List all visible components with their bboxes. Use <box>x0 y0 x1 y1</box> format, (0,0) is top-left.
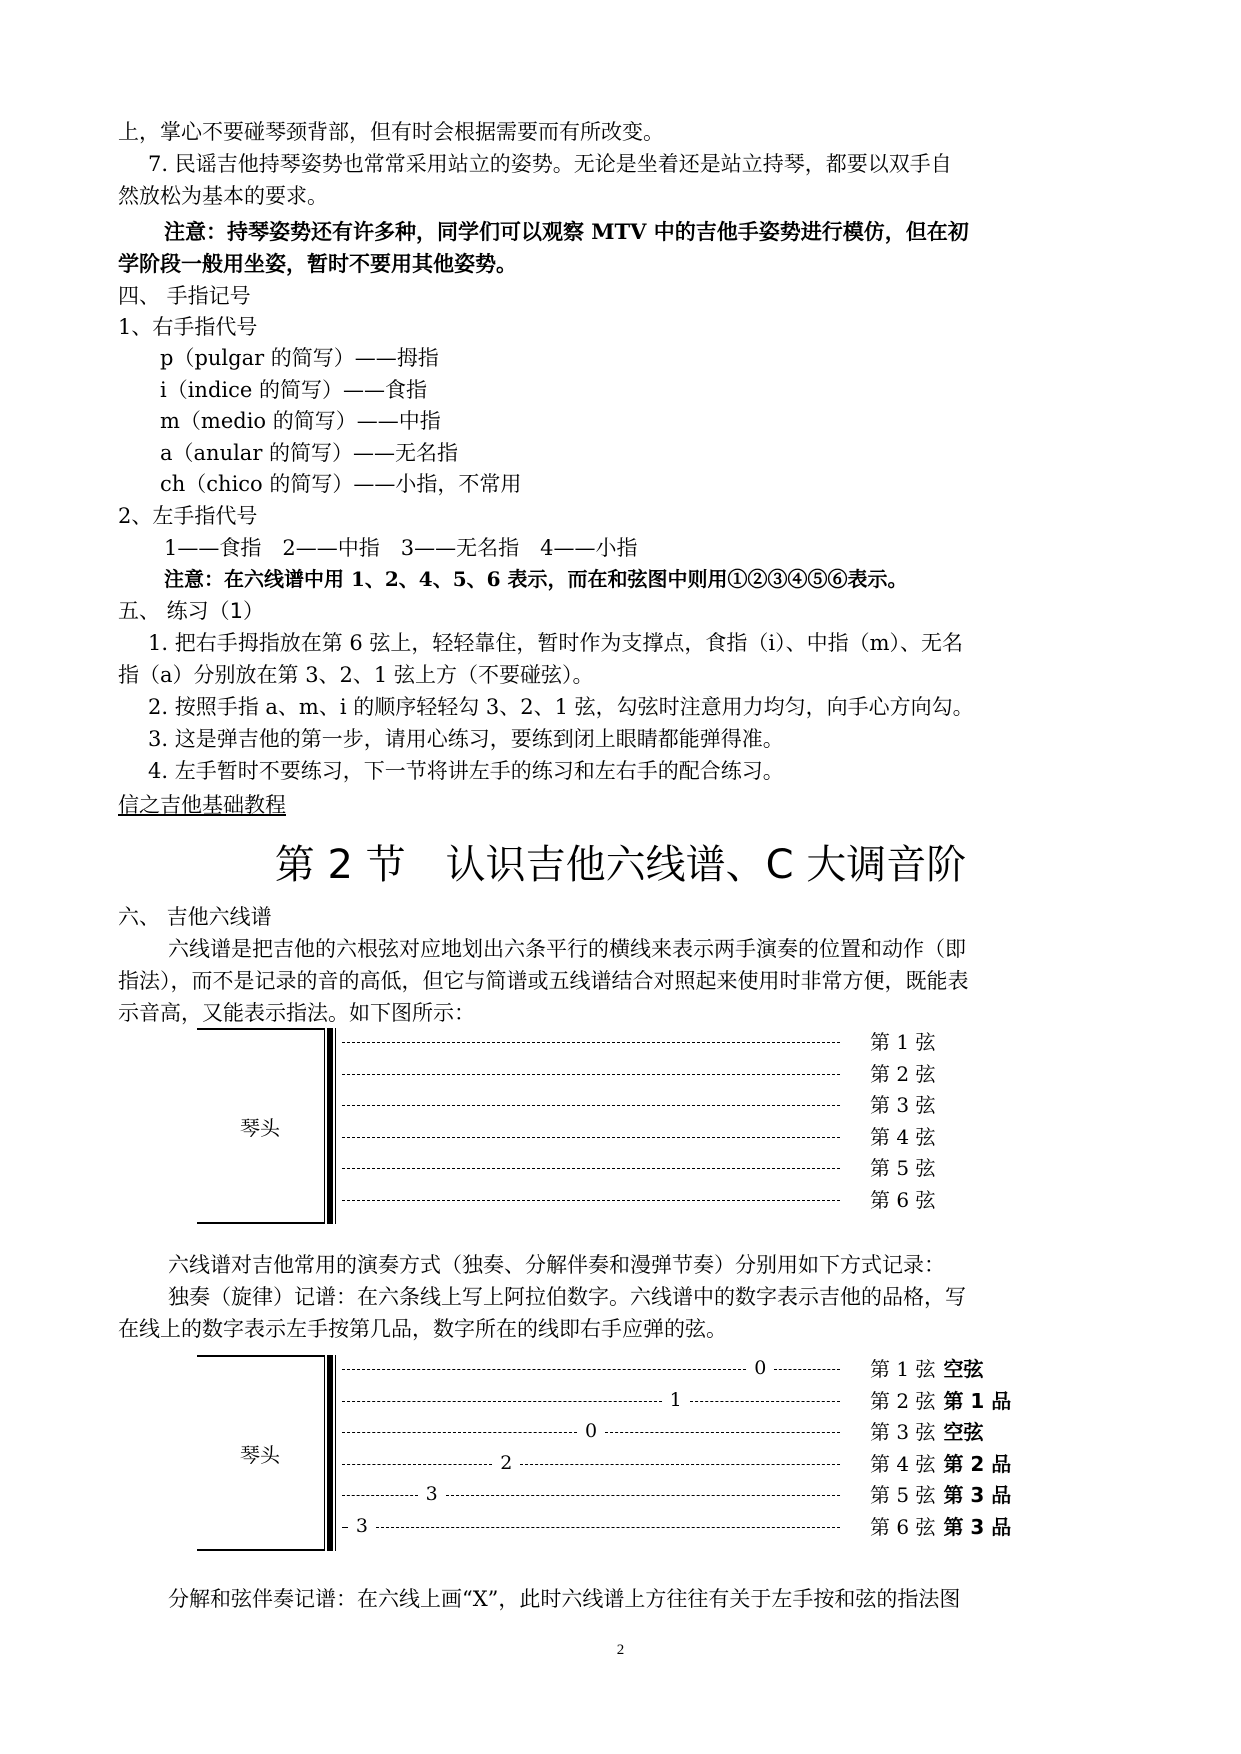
nut-bar <box>327 1355 333 1551</box>
string-label <box>870 1156 935 1180</box>
headstock-label: 琴头 <box>240 1116 280 1140</box>
note-text: 学阶段一般用坐姿，暂时不要用其他姿势。 <box>118 251 517 276</box>
string-number-label: 第 6 弦 <box>870 1188 936 1212</box>
string-segment <box>376 1527 840 1529</box>
subheading: 1、右手指代号 <box>118 315 258 339</box>
string-label <box>870 1125 935 1149</box>
chapter-title: 第 2 节 认识吉他六线谱、C 大调音阶 <box>274 842 967 888</box>
list-item: ch（chico 的简写）——小指，不常用 <box>160 472 522 496</box>
subheading: 2、左手指代号 <box>118 504 258 528</box>
string-number-label: 第 2 弦 <box>870 1389 936 1413</box>
book-title: 信之吉他基础教程 <box>118 793 286 817</box>
string-segment <box>520 1464 840 1466</box>
fret-number: 1 <box>666 1388 686 1412</box>
fret-note: 空弦 <box>943 1357 984 1381</box>
note-text: 注意：持琴姿势还有许多种，同学们可以观察 MTV 中的吉他手姿势进行模仿，但在初 <box>164 219 969 244</box>
fret-note: 第 3 品 <box>943 1483 1012 1507</box>
string-segment <box>342 1200 840 1202</box>
tab-string-line <box>342 1105 840 1107</box>
section-heading: 六、 吉他六线谱 <box>118 905 272 929</box>
nut-line <box>324 1355 325 1551</box>
tab-string-line <box>342 1483 840 1505</box>
string-number-label: 第 4 弦 <box>870 1452 936 1476</box>
paragraph-text: 分解和弦伴奏记谱：在六线上画“X”，此时六线谱上方往往有关于左手按和弦的指法图 <box>168 1587 961 1611</box>
tab-string-line <box>342 1168 840 1170</box>
fret-note: 第 1 品 <box>943 1389 1012 1413</box>
string-segment <box>342 1495 418 1497</box>
fret-number: 3 <box>422 1482 442 1506</box>
string-segment <box>774 1369 840 1371</box>
exercise-item: 3. 这是弹吉他的第一步，请用心练习，要练到闭上眼睛都能弹得准。 <box>148 727 784 751</box>
paragraph-text: 示音高，又能表示指法。如下图所示： <box>118 1001 475 1025</box>
tab-string-line <box>342 1137 840 1139</box>
string-label <box>870 1093 935 1117</box>
string-number-label: 第 3 弦 <box>870 1093 936 1117</box>
paragraph-text: 独奏（旋律）记谱：在六条线上写上阿拉伯数字。六线谱中的数字表示吉他的品格，写 <box>168 1285 966 1309</box>
tab-string-line <box>342 1420 840 1442</box>
string-label <box>870 1062 935 1086</box>
nut-line <box>324 1028 325 1224</box>
string-label <box>870 1030 935 1054</box>
string-segment <box>446 1495 840 1497</box>
tab-string-line <box>342 1357 840 1379</box>
section-heading: 五、 练习（1） <box>118 599 265 623</box>
string-number-label: 第 1 弦 <box>870 1357 936 1381</box>
nut-bar <box>327 1028 333 1224</box>
string-number-label: 第 5 弦 <box>870 1483 936 1507</box>
nut-line <box>335 1028 336 1224</box>
fret-note: 第 2 品 <box>943 1452 1012 1476</box>
list-item: 1——食指 2——中指 3——无名指 4——小指 <box>164 536 638 560</box>
tab-string-line <box>342 1452 840 1474</box>
string-segment <box>342 1432 577 1434</box>
exercise-item: 4. 左手暂时不要练习，下一节将讲左手的练习和左右手的配合练习。 <box>148 759 784 783</box>
string-number-label: 第 2 弦 <box>870 1062 936 1086</box>
string-segment <box>605 1432 840 1434</box>
string-label <box>870 1420 983 1444</box>
fret-number: 0 <box>750 1356 770 1380</box>
string-label <box>870 1515 1011 1539</box>
list-item: m（medio 的简写）——中指 <box>160 409 441 433</box>
tab-string-line <box>342 1074 840 1076</box>
string-label <box>870 1357 983 1381</box>
tab-diagram-blank <box>190 1028 1140 1224</box>
note-text: 注意：在六线谱中用 1、2、4、5、6 表示，而在和弦图中则用①②③④⑤⑥表示。 <box>164 567 908 591</box>
paragraph-text: 在线上的数字表示左手按第几品，数字所在的线即右手应弹的弦。 <box>118 1317 727 1341</box>
tab-diagram-solo <box>190 1355 1140 1551</box>
paragraph-text: 7. 民谣吉他持琴姿势也常常采用站立的姿势。无论是坐着还是站立持琴，都要以双手自 <box>148 152 952 176</box>
fret-note: 第 3 品 <box>943 1515 1012 1539</box>
list-item: p（pulgar 的简写）——拇指 <box>160 346 439 370</box>
string-number-label: 第 1 弦 <box>870 1030 936 1054</box>
paragraph-text: 六线谱是把吉他的六根弦对应地划出六条平行的横线来表示两手演奏的位置和动作（即 <box>168 937 966 961</box>
section-heading: 四、 手指记号 <box>118 284 251 308</box>
exercise-item: 1. 把右手拇指放在第 6 弦上，轻轻靠住，暂时作为支撑点，食指（i）、中指（m）、无名 <box>148 631 964 655</box>
string-segment <box>342 1464 492 1466</box>
string-number-label: 第 5 弦 <box>870 1156 936 1180</box>
string-label <box>870 1452 1011 1476</box>
list-item: i（indice 的简写）——食指 <box>160 378 427 402</box>
headstock-label: 琴头 <box>240 1443 280 1467</box>
tab-string-line <box>342 1042 840 1044</box>
paragraph-text: 指法），而不是记录的音的高低，但它与简谱或五线谱结合对照起来使用时非常方便，既能表 <box>118 969 969 993</box>
paragraph-text: 然放松为基本的要求。 <box>118 184 328 208</box>
string-label <box>870 1389 1011 1413</box>
string-segment <box>342 1369 746 1371</box>
fret-note: 空弦 <box>943 1420 984 1444</box>
page-number: 2 <box>616 1642 625 1658</box>
string-segment <box>342 1074 840 1076</box>
string-segment <box>342 1105 840 1107</box>
nut-line <box>335 1355 336 1551</box>
string-number-label: 第 6 弦 <box>870 1515 936 1539</box>
string-number-label: 第 3 弦 <box>870 1420 936 1444</box>
paragraph-text: 六线谱对吉他常用的演奏方式（独奏、分解伴奏和漫弹节奏）分别用如下方式记录： <box>168 1253 945 1277</box>
fret-number: 3 <box>352 1514 372 1538</box>
string-segment <box>690 1401 840 1403</box>
tab-string-line <box>342 1389 840 1411</box>
string-segment <box>342 1401 662 1403</box>
string-segment <box>342 1527 348 1529</box>
list-item: a（anular 的简写）——无名指 <box>160 441 459 465</box>
string-segment <box>342 1137 840 1139</box>
fret-number: 2 <box>496 1451 516 1475</box>
string-label <box>870 1483 1011 1507</box>
tab-string-line <box>342 1515 840 1537</box>
tab-string-line <box>342 1200 840 1202</box>
fret-number: 0 <box>581 1419 601 1443</box>
string-number-label: 第 4 弦 <box>870 1125 936 1149</box>
paragraph-text: 上，掌心不要碰琴颈背部，但有时会根据需要而有所改变。 <box>118 120 664 144</box>
string-segment <box>342 1168 840 1170</box>
exercise-item: 指（a）分别放在第 3、2、1 弦上方（不要碰弦）。 <box>118 663 594 687</box>
string-segment <box>342 1042 840 1044</box>
string-label <box>870 1188 935 1212</box>
exercise-item: 2. 按照手指 a、m、i 的顺序轻轻勾 3、2、1 弦，勾弦时注意用力均匀，向手心方向勾。 <box>148 695 974 719</box>
